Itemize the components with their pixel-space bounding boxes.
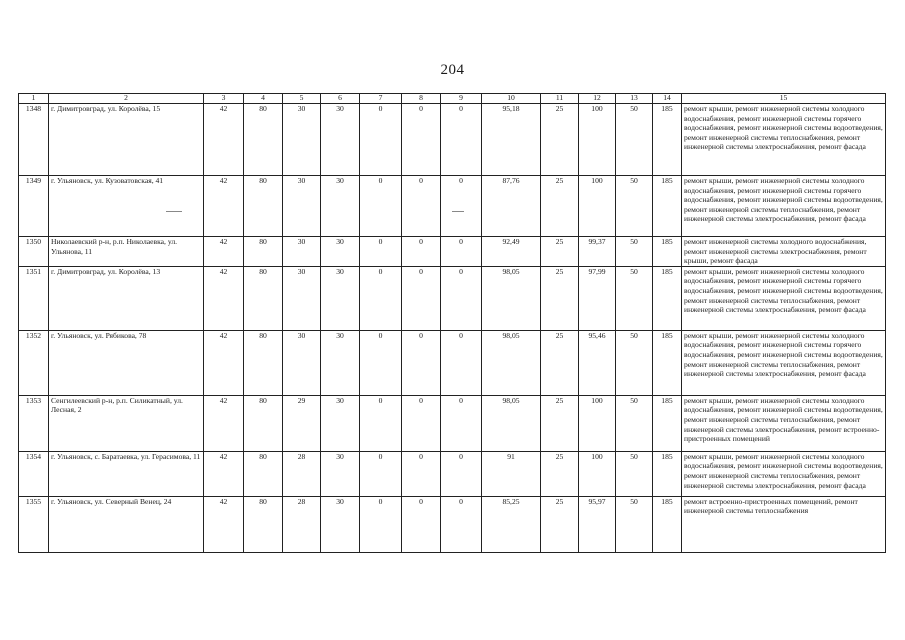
column-header: 8	[402, 94, 441, 104]
cell-c14: 185	[653, 330, 682, 395]
cell-c9: 0	[441, 395, 482, 451]
cell-c4: 80	[244, 451, 283, 496]
cell-c10: 98,05	[482, 395, 541, 451]
cell-c13: 50	[616, 176, 653, 237]
column-header: 2	[49, 94, 204, 104]
cell-c6: 30	[321, 330, 360, 395]
cell-c7: 0	[360, 237, 402, 267]
row-address: г. Ульяновск, ул. Кузоватовская, 41	[49, 176, 204, 237]
cell-c9: 0	[441, 176, 482, 237]
row-id: 1351	[19, 266, 49, 330]
cell-c11: 25	[541, 176, 579, 237]
cell-c12: 100	[579, 395, 616, 451]
cell-c3: 42	[204, 237, 244, 267]
cell-c11: 25	[541, 451, 579, 496]
cell-c11: 25	[541, 104, 579, 176]
cell-c3: 42	[204, 104, 244, 176]
cell-c3: 42	[204, 176, 244, 237]
cell-c10: 92,49	[482, 237, 541, 267]
column-header: 4	[244, 94, 283, 104]
cell-c12: 100	[579, 451, 616, 496]
column-header: 10	[482, 94, 541, 104]
row-works: ремонт крыши, ремонт инженерной системы холодного водоснабжения, ремонт инженерной системы горячего водоснабжения, ремонт инженерной системы водоотведения, ремонт инженерной системы теплоснабжения, ремонт инженерной системы электроснабжения, ремонт фасада	[682, 104, 886, 176]
cell-c14: 185	[653, 451, 682, 496]
cell-c4: 80	[244, 266, 283, 330]
cell-c7: 0	[360, 176, 402, 237]
row-works: ремонт крыши, ремонт инженерной системы холодного водоснабжения, ремонт инженерной системы горячего водоснабжения, ремонт инженерной системы водоотведения, ремонт инженерной системы теплоснабжения, ремонт инженерной системы электроснабжения, ремонт фасада	[682, 266, 886, 330]
cell-c12: 95,97	[579, 496, 616, 552]
cell-c9: 0	[441, 237, 482, 267]
cell-c5: 30	[283, 104, 321, 176]
cell-c3: 42	[204, 395, 244, 451]
cell-c4: 80	[244, 395, 283, 451]
page-number: 204	[440, 62, 465, 78]
row-works: ремонт крыши, ремонт инженерной системы холодного водоснабжения, ремонт инженерной системы водоотведения, ремонт инженерной системы теплоснабжения, ремонт инженерной системы электроснабжения, ремонт фасада	[682, 451, 886, 496]
cell-c8: 0	[402, 395, 441, 451]
row-address: Сенгилеевский р-н, р.п. Силикатный, ул. Лесная, 2	[49, 395, 204, 451]
row-id: 1349	[19, 176, 49, 237]
cell-c4: 80	[244, 496, 283, 552]
scan-mark	[452, 211, 464, 212]
cell-c12: 100	[579, 176, 616, 237]
table-row	[19, 395, 886, 451]
scan-mark	[166, 211, 182, 212]
cell-c10: 98,05	[482, 266, 541, 330]
row-works: ремонт инженерной системы холодного водоснабжения, ремонт инженерной системы электроснабжения, ремонт крыши, ремонт фасада	[682, 237, 886, 267]
cell-c7: 0	[360, 104, 402, 176]
cell-c3: 42	[204, 266, 244, 330]
row-address: г. Ульяновск, с. Баратаевка, ул. Герасимова, 11	[49, 451, 204, 496]
column-header: 14	[653, 94, 682, 104]
cell-c14: 185	[653, 237, 682, 267]
cell-c7: 0	[360, 330, 402, 395]
row-id: 1354	[19, 451, 49, 496]
cell-c8: 0	[402, 176, 441, 237]
table-row	[19, 451, 886, 496]
cell-c14: 185	[653, 496, 682, 552]
cell-c13: 50	[616, 266, 653, 330]
column-header: 7	[360, 94, 402, 104]
cell-c9: 0	[441, 451, 482, 496]
cell-c3: 42	[204, 496, 244, 552]
cell-c3: 42	[204, 451, 244, 496]
cell-c5: 28	[283, 496, 321, 552]
row-works: ремонт крыши, ремонт инженерной системы холодного водоснабжения, ремонт инженерной системы горячего водоснабжения, ремонт инженерной системы водоотведения, ремонт инженерной системы теплоснабжения, ремонт инженерной системы электроснабжения, ремонт фасада	[682, 176, 886, 237]
cell-c10: 85,25	[482, 496, 541, 552]
cell-c10: 95,18	[482, 104, 541, 176]
cell-c10: 87,76	[482, 176, 541, 237]
cell-c8: 0	[402, 237, 441, 267]
cell-c7: 0	[360, 266, 402, 330]
column-header: 11	[541, 94, 579, 104]
table-row	[19, 176, 886, 237]
cell-c14: 185	[653, 176, 682, 237]
cell-c14: 185	[653, 104, 682, 176]
cell-c5: 30	[283, 237, 321, 267]
table-row	[19, 496, 886, 552]
cell-c13: 50	[616, 330, 653, 395]
cell-c9: 0	[441, 104, 482, 176]
row-id: 1352	[19, 330, 49, 395]
cell-c7: 0	[360, 451, 402, 496]
cell-c13: 50	[616, 395, 653, 451]
cell-c8: 0	[402, 330, 441, 395]
cell-c6: 30	[321, 496, 360, 552]
row-address: Николаевский р-н, р.п. Николаевка, ул. Ульянова, 11	[49, 237, 204, 267]
row-works: ремонт крыши, ремонт инженерной системы холодного водоснабжения, ремонт инженерной системы водоотведения, ремонт инженерной системы теплоснабжения, ремонт инженерной системы электроснабжения, ремонт встроенно-пристроенных помещений	[682, 395, 886, 451]
row-id: 1350	[19, 237, 49, 267]
cell-c5: 28	[283, 451, 321, 496]
cell-c14: 185	[653, 395, 682, 451]
row-address: г. Ульяновск, ул. Рябикова, 78	[49, 330, 204, 395]
cell-c13: 50	[616, 104, 653, 176]
row-id: 1348	[19, 104, 49, 176]
cell-c9: 0	[441, 496, 482, 552]
cell-c11: 25	[541, 266, 579, 330]
cell-c5: 30	[283, 176, 321, 237]
cell-c12: 97,99	[579, 266, 616, 330]
table-row	[19, 266, 886, 330]
column-header: 15	[682, 94, 886, 104]
column-header: 3	[204, 94, 244, 104]
cell-c7: 0	[360, 395, 402, 451]
cell-c12: 100	[579, 104, 616, 176]
table-row	[19, 104, 886, 176]
cell-c6: 30	[321, 104, 360, 176]
cell-c4: 80	[244, 104, 283, 176]
cell-c5: 29	[283, 395, 321, 451]
column-header: 6	[321, 94, 360, 104]
cell-c6: 30	[321, 176, 360, 237]
row-works: ремонт крыши, ремонт инженерной системы холодного водоснабжения, ремонт инженерной системы горячего водоснабжения, ремонт инженерной системы водоотведения, ремонт инженерной системы теплоснабжения, ремонт инженерной системы электроснабжения, ремонт фасада	[682, 330, 886, 395]
cell-c11: 25	[541, 496, 579, 552]
cell-c9: 0	[441, 330, 482, 395]
cell-c12: 95,46	[579, 330, 616, 395]
row-id: 1353	[19, 395, 49, 451]
cell-c11: 25	[541, 330, 579, 395]
cell-c5: 30	[283, 330, 321, 395]
cell-c6: 30	[321, 266, 360, 330]
cell-c11: 25	[541, 395, 579, 451]
cell-c6: 30	[321, 451, 360, 496]
row-works: ремонт встроенно-пристроенных помещений, ремонт инженерной системы теплоснабжения	[682, 496, 886, 552]
cell-c8: 0	[402, 104, 441, 176]
cell-c4: 80	[244, 237, 283, 267]
cell-c8: 0	[402, 266, 441, 330]
row-id: 1355	[19, 496, 49, 552]
cell-c4: 80	[244, 176, 283, 237]
cell-c13: 50	[616, 237, 653, 267]
cell-c10: 91	[482, 451, 541, 496]
cell-c6: 30	[321, 395, 360, 451]
column-header: 9	[441, 94, 482, 104]
cell-c14: 185	[653, 266, 682, 330]
cell-c5: 30	[283, 266, 321, 330]
header-row	[19, 94, 886, 104]
cell-c13: 50	[616, 451, 653, 496]
cell-c10: 98,05	[482, 330, 541, 395]
cell-c7: 0	[360, 496, 402, 552]
cell-c11: 25	[541, 237, 579, 267]
column-header: 13	[616, 94, 653, 104]
row-address: г. Димитровград, ул. Королёва, 13	[49, 266, 204, 330]
table-row	[19, 237, 886, 267]
cell-c12: 99,37	[579, 237, 616, 267]
table-row	[19, 330, 886, 395]
cell-c8: 0	[402, 451, 441, 496]
cell-c13: 50	[616, 496, 653, 552]
cell-c4: 80	[244, 330, 283, 395]
column-header: 12	[579, 94, 616, 104]
cell-c9: 0	[441, 266, 482, 330]
cell-c3: 42	[204, 330, 244, 395]
row-address: г. Димитровград, ул. Королёва, 15	[49, 104, 204, 176]
cell-c6: 30	[321, 237, 360, 267]
row-address: г. Ульяновск, ул. Северный Венец, 24	[49, 496, 204, 552]
column-header: 5	[283, 94, 321, 104]
data-table	[18, 93, 886, 553]
cell-c8: 0	[402, 496, 441, 552]
column-header: 1	[19, 94, 49, 104]
